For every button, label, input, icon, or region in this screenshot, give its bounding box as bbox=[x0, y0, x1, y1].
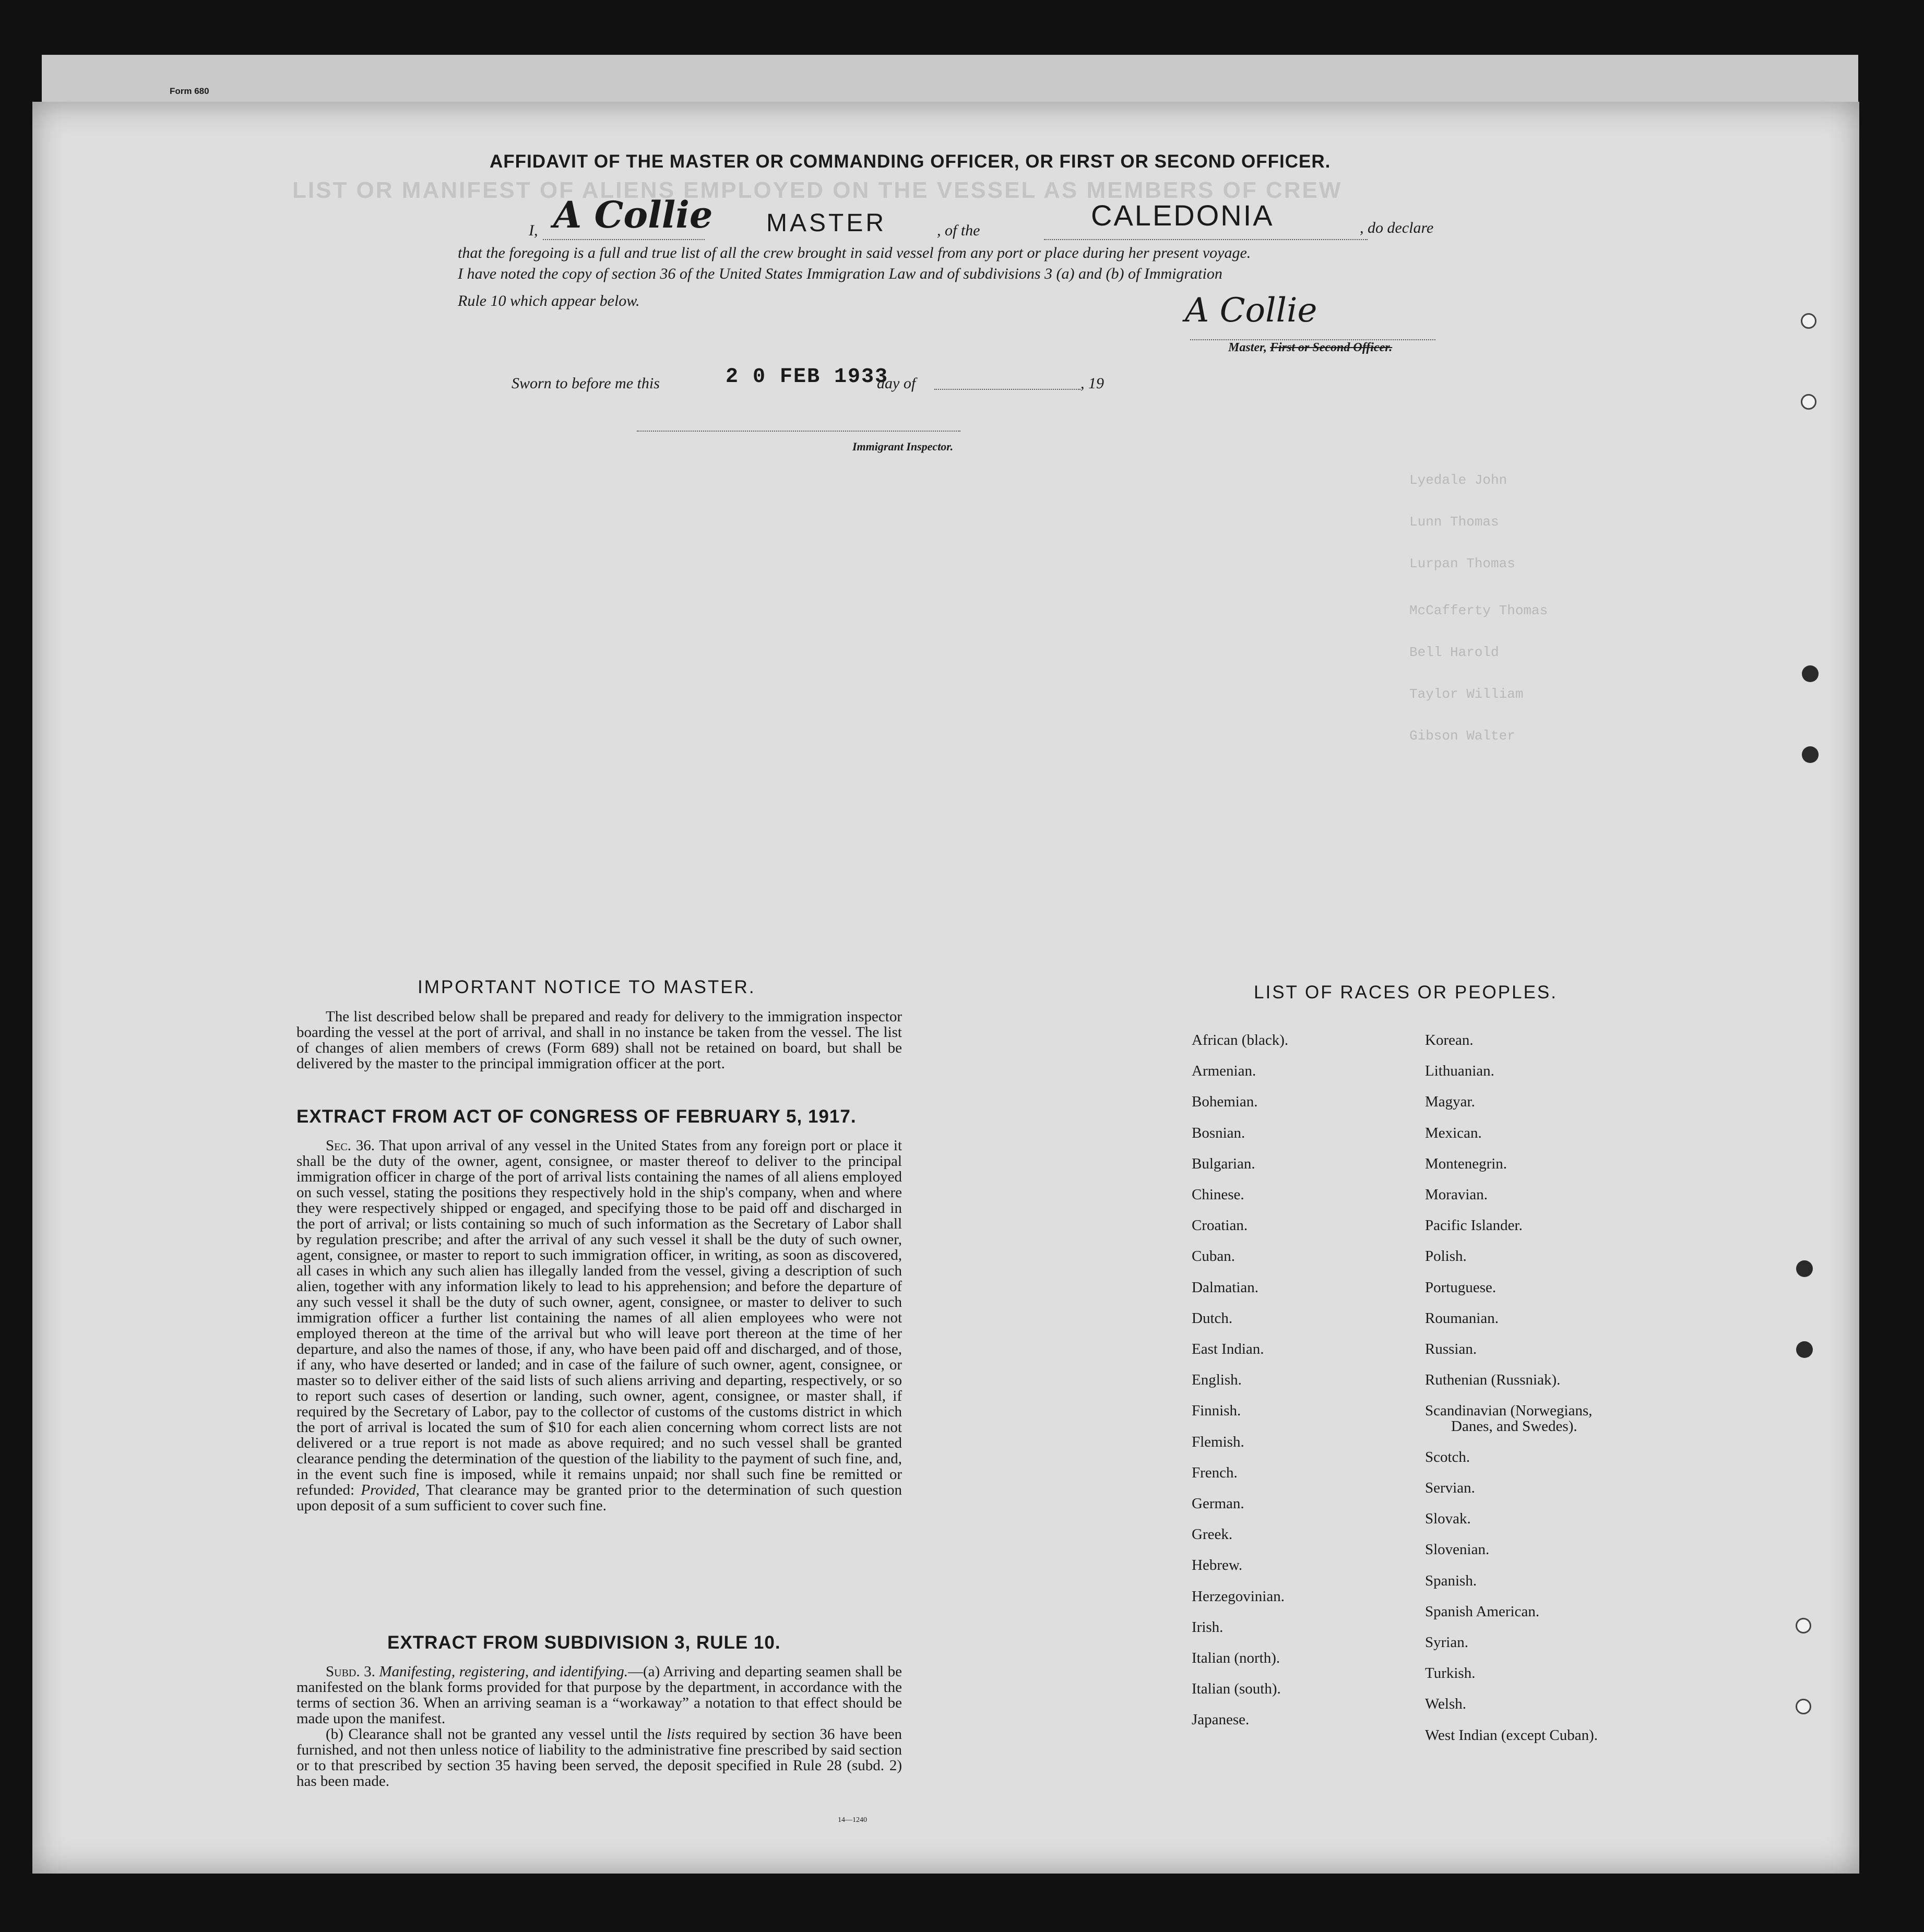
race-item: East Indian. bbox=[1192, 1341, 1264, 1358]
affidavit-title: AFFIDAVIT OF THE MASTER OR COMMANDING OFFICER, OR FIRST OR SECOND OFFICER. bbox=[490, 151, 1331, 172]
sworn-label: Sworn to before me this bbox=[512, 375, 660, 392]
master-signature: A Collie bbox=[553, 193, 713, 236]
extract-rule-title: EXTRACT FROM SUBDIVISION 3, RULE 10. bbox=[387, 1632, 781, 1653]
extract-act-text bbox=[296, 1138, 902, 1513]
race-item: Russian. bbox=[1425, 1341, 1477, 1358]
bleed-row: McCafferty Thomas bbox=[1409, 603, 1548, 618]
subd-a-paragraph bbox=[296, 1664, 902, 1726]
race-item: Bulgarian. bbox=[1192, 1155, 1255, 1172]
month-line bbox=[934, 389, 1080, 390]
race-item: Dalmatian. bbox=[1192, 1279, 1259, 1296]
extract-act-title: EXTRACT FROM ACT OF CONGRESS OF FEBRUARY 5, 1917. bbox=[296, 1106, 857, 1127]
race-item: Spanish American. bbox=[1425, 1603, 1540, 1620]
i-label: I, bbox=[529, 222, 538, 239]
officer-title-struck: First or Second Officer. bbox=[1270, 341, 1393, 354]
form-code: 14—1240 bbox=[838, 1816, 867, 1824]
notice-paragraph: The list described below shall be prepared and ready for delivery to the immigration inspector boarding the vessel at the port of arrival, and shall in no instance be taken from the vessel. The list of changes of alien members of crews (Form 689) shall not be retained on board, but shall be delivered by the master to the principal immigration officer at the port. bbox=[296, 1008, 902, 1072]
race-item: Finnish. bbox=[1192, 1402, 1241, 1420]
race-item: Greek. bbox=[1192, 1526, 1233, 1543]
race-item: Servian. bbox=[1425, 1480, 1475, 1497]
punch-hole bbox=[1796, 1699, 1811, 1714]
day-of-label: day of bbox=[877, 375, 916, 392]
subd-b-prefix: (b) Clearance shall not be granted any vessel until the bbox=[326, 1726, 662, 1743]
punch-hole bbox=[1796, 1341, 1813, 1358]
sec-label: Sec. 36. bbox=[326, 1137, 375, 1154]
races-right-column bbox=[1425, 1025, 1598, 1751]
sworn-date-stamp: 2 0 FEB 1933 bbox=[726, 365, 889, 389]
sec-text-a: That upon arrival of any vessel in the United States from any foreign port or place it shall be the duty of the owner, agent, consignee, or master thereof to deliver to the principal immigration officer in charge of the port of arrival lists containing the names of all aliens employed on such vessel, stating the positions they respectively hold in the ship's company, when and where they were respectively shipped or engaged, and specifying those to be paid off and discharged in the port of arrival; or lists containing so much of such information as the Secretary of Labor shall by regulation prescribe; and after the arrival of any such vessel it shall be the duty of such owner, agent, consignee, or master to report to such immigration officer, in writing, as soon as discovered, all cases in which any such alien has illegally landed from the vessel, giving a description of such alien, together with any information likely to lead to his apprehension; and before the departure of any such vessel it shall be the duty of such owner, agent, consignee, or master to deliver to such immigration officer a further list containing the names of all alien employees who were not employed thereon at the time of the arrival but who will leave port thereon at the time of her departure, and also the names of those, if any, who have been paid off and discharged, and of those, if any, who have deserted or landed; and in case of the failure of such owner, agent, consignee, or master so to deliver either of the said lists of such aliens arriving and departing, respectively, or so to report such cases of desertion or landing, such owner, agent, consignee, or master shall, if required by the Secretary of Labor, pay to the collector of customs of the customs district in which the port of arrival is located the sum of $10 for each alien concerning whom correct lists are not delivered or a true report is not made as above required; and no such vessel shall be granted clearance pending the determination of the question of the liability to the payment of such fine, and, in the event such fine is imposed, while it remains unpaid; nor shall such fine be remitted or refunded: bbox=[296, 1137, 902, 1498]
race-item: Scotch. bbox=[1425, 1448, 1470, 1465]
inspector-label: Immigrant Inspector. bbox=[852, 440, 954, 453]
subd-b-lists: lists bbox=[667, 1726, 692, 1743]
race-item: Portuguese. bbox=[1425, 1279, 1497, 1296]
race-item: Danes, and Swedes). bbox=[1451, 1417, 1577, 1435]
bleed-row: Taylor William bbox=[1409, 686, 1524, 702]
of-the-label: , of the bbox=[937, 222, 980, 239]
bleed-row: Bell Harold bbox=[1409, 645, 1499, 660]
race-item: Turkish. bbox=[1425, 1665, 1476, 1682]
race-item: Korean. bbox=[1425, 1032, 1474, 1048]
subd-text-a: —(a) Arriving and departing seamen shall be manifested on the blank forms provided for that purpose by the department, in accordance with the terms of section 36. When an arriving seaman is a “workaway” a notation to that effect should be made upon the manifest. bbox=[296, 1663, 902, 1727]
race-item: Italian (north). bbox=[1192, 1650, 1280, 1667]
race-item: French. bbox=[1192, 1464, 1238, 1481]
vessel-line bbox=[1044, 239, 1368, 240]
race-item: Scandinavian (Norwegians, bbox=[1425, 1402, 1593, 1420]
race-item: Irish. bbox=[1192, 1618, 1224, 1636]
punch-hole bbox=[1796, 1260, 1813, 1277]
officer-title bbox=[1228, 341, 1392, 355]
subd-b-rest: required by section 36 have been furnished, and not then unless notice of liability to the administrative fine prescribed by said section or to that prescribed by section 35 having been served, the deposit specified in Rule 28 (subd. 2) has been made. bbox=[296, 1726, 902, 1790]
bleed-row: Gibson Walter bbox=[1409, 728, 1515, 744]
race-item: Hebrew. bbox=[1192, 1557, 1243, 1574]
race-item: Spanish. bbox=[1425, 1572, 1477, 1589]
subd-label: Subd. 3. bbox=[326, 1663, 375, 1680]
year-label: , 19 bbox=[1080, 375, 1104, 392]
bleed-row: Lyedale John bbox=[1409, 472, 1507, 488]
punch-hole bbox=[1801, 313, 1816, 329]
notice-text bbox=[296, 1009, 902, 1071]
race-item: Italian (south). bbox=[1192, 1680, 1281, 1698]
race-item: Japanese. bbox=[1192, 1711, 1250, 1728]
race-item: Polish. bbox=[1425, 1248, 1467, 1265]
section-36-paragraph bbox=[296, 1138, 902, 1513]
race-item: Lithuanian. bbox=[1425, 1063, 1494, 1080]
bleed-row: Lurpan Thomas bbox=[1409, 556, 1515, 571]
extract-rule-text bbox=[296, 1664, 902, 1789]
subd-b-paragraph bbox=[296, 1726, 902, 1789]
race-item: Armenian. bbox=[1192, 1063, 1256, 1080]
race-item: Herzegovinian. bbox=[1192, 1588, 1285, 1605]
affidavit-line-3: I have noted the copy of section 36 of the United States Immigration Law and of subdivisions 3 (a) and (b) of Immigration bbox=[458, 265, 1222, 282]
race-item: Slovenian. bbox=[1425, 1541, 1490, 1558]
races-left-column bbox=[1192, 1025, 1288, 1736]
race-item: Croatian. bbox=[1192, 1217, 1248, 1234]
provided-label: Provided, bbox=[361, 1482, 420, 1498]
race-item: Ruthenian (Russniak). bbox=[1425, 1372, 1561, 1389]
races-title: LIST OF RACES OR PEOPLES. bbox=[1254, 982, 1558, 1003]
subd-title: Manifesting, registering, and identifying. bbox=[379, 1663, 628, 1680]
race-item: Dutch. bbox=[1192, 1309, 1233, 1327]
race-item: West Indian (except Cuban). bbox=[1425, 1726, 1598, 1744]
bleed-row: Lunn Thomas bbox=[1409, 514, 1499, 530]
punch-hole bbox=[1802, 665, 1819, 682]
race-item: Bosnian. bbox=[1192, 1124, 1245, 1141]
race-item: Magyar. bbox=[1425, 1093, 1475, 1111]
race-item: Montenegrin. bbox=[1425, 1155, 1507, 1172]
race-item: English. bbox=[1192, 1372, 1242, 1389]
race-item: Mexican. bbox=[1425, 1124, 1482, 1141]
race-item: Pacific Islander. bbox=[1425, 1217, 1523, 1234]
race-item: Flemish. bbox=[1192, 1433, 1244, 1450]
race-item: Chinese. bbox=[1192, 1186, 1244, 1203]
race-item: Roumanian. bbox=[1425, 1309, 1499, 1327]
race-item: African (black). bbox=[1192, 1032, 1289, 1048]
punch-hole bbox=[1796, 1618, 1811, 1633]
notice-title: IMPORTANT NOTICE TO MASTER. bbox=[418, 977, 756, 997]
declare-label: , do declare bbox=[1360, 219, 1434, 236]
race-item: Cuban. bbox=[1192, 1248, 1235, 1265]
signature-line bbox=[1190, 339, 1435, 340]
officer-title-master: Master, bbox=[1228, 341, 1267, 354]
name-line bbox=[543, 239, 705, 240]
race-item: Syrian. bbox=[1425, 1634, 1468, 1651]
punch-hole bbox=[1801, 394, 1816, 410]
rank: MASTER bbox=[766, 209, 887, 237]
race-item: German. bbox=[1192, 1495, 1244, 1512]
bleed-through-header: LIST OR MANIFEST OF ALIENS EMPLOYED ON THE VESSEL AS MEMBERS OF CREW bbox=[292, 177, 1343, 203]
affidavit-line-4: Rule 10 which appear below. bbox=[458, 292, 640, 309]
affidavit-line-2: that the foregoing is a full and true list of all the crew brought in said vessel from any port or place during her present voyage. bbox=[458, 244, 1251, 261]
race-item: Moravian. bbox=[1425, 1186, 1488, 1203]
vessel-name: CALEDONIA bbox=[1091, 199, 1274, 232]
race-item: Bohemian. bbox=[1192, 1093, 1258, 1111]
punch-hole bbox=[1802, 746, 1819, 763]
race-item: Slovak. bbox=[1425, 1510, 1471, 1528]
race-item: Welsh. bbox=[1425, 1696, 1467, 1713]
officer-signature: A Collie bbox=[1185, 291, 1317, 330]
inspector-line bbox=[637, 431, 960, 432]
sec-text-b: That clearance may be granted prior to the determination of such question upon deposit of a sum sufficient to cover such fine. bbox=[296, 1482, 902, 1514]
form-number: Form 680 bbox=[170, 86, 209, 96]
